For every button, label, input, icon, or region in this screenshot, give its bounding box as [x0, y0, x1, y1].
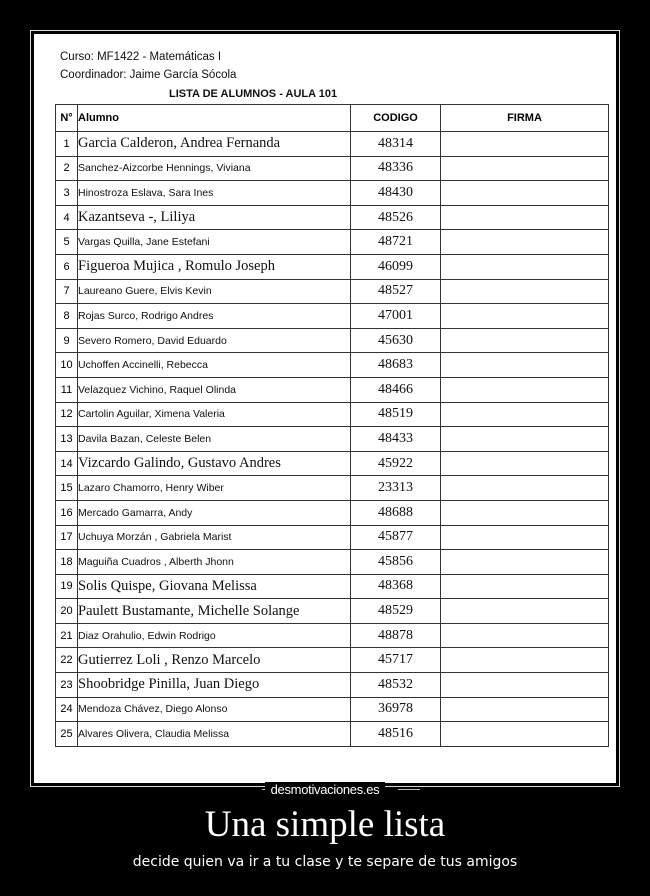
student-name: Solis Quispe, Giovana Melissa: [78, 574, 351, 599]
row-number: 6: [56, 254, 78, 279]
coordinator-line: Coordinador: Jaime García Sócola: [60, 69, 237, 81]
row-number: 2: [56, 156, 78, 181]
student-code: 48532: [351, 673, 441, 698]
student-name: Uchuya Morzán , Gabriela Marist: [78, 525, 351, 550]
student-code: 48314: [351, 132, 441, 157]
signature-cell: [441, 377, 609, 402]
signature-cell: [441, 427, 609, 452]
signature-cell: [441, 205, 609, 230]
table-row: [56, 599, 609, 624]
signature-cell: [441, 599, 609, 624]
student-name: Shoobridge Pinilla, Juan Diego: [78, 673, 351, 698]
student-code: 48519: [351, 402, 441, 427]
signature-cell: [441, 673, 609, 698]
poster-title: Una simple lista: [204, 804, 446, 845]
student-code: 45877: [351, 525, 441, 550]
course-line: Curso: MF1422 - Matemáticas I: [60, 51, 222, 63]
student-name: Severo Romero, David Eduardo: [78, 328, 351, 353]
signature-cell: [441, 623, 609, 648]
row-number: 22: [56, 648, 78, 673]
student-code: 45922: [351, 451, 441, 476]
signature-cell: [441, 648, 609, 673]
student-name: Mendoza Chávez, Diego Alonso: [78, 697, 351, 722]
signature-cell: [441, 230, 609, 255]
row-number: 8: [56, 304, 78, 329]
row-number: 5: [56, 230, 78, 255]
student-name: Kazantseva -, Liliya: [78, 205, 351, 230]
signature-cell: [441, 254, 609, 279]
poster-caption: decide quien va ir a tu clase y te separe de tus amigos: [132, 854, 518, 870]
student-code: 45630: [351, 328, 441, 353]
student-name: Gutierrez Loli , Renzo Marcelo: [78, 648, 351, 673]
signature-cell: [441, 525, 609, 550]
table-row: [56, 156, 609, 181]
row-number: 11: [56, 377, 78, 402]
student-name: Vargas Quilla, Jane Estefani: [78, 230, 351, 255]
signature-cell: [441, 451, 609, 476]
student-code: 23313: [351, 476, 441, 501]
table-row: [56, 623, 609, 648]
row-number: 3: [56, 181, 78, 206]
student-code: 48529: [351, 599, 441, 624]
signature-cell: [441, 304, 609, 329]
signature-cell: [441, 574, 609, 599]
row-number: 13: [56, 427, 78, 452]
student-name: Davila Bazan, Celeste Belen: [78, 427, 351, 452]
table-row: [56, 525, 609, 550]
student-code: 48433: [351, 427, 441, 452]
table-row: [56, 402, 609, 427]
table-row: [56, 181, 609, 206]
table-row: [56, 574, 609, 599]
student-code: 36978: [351, 697, 441, 722]
student-code: 48516: [351, 722, 441, 747]
student-name: Rojas Surco, Rodrigo Andres: [78, 304, 351, 329]
student-name: Cartolin Aguilar, Ximena Valeria: [78, 402, 351, 427]
table-row: [56, 353, 609, 378]
student-name: Laureano Guere, Elvis Kevin: [78, 279, 351, 304]
table-row: [56, 673, 609, 698]
student-name: Sanchez-Aizcorbe Hennings, Viviana: [78, 156, 351, 181]
table-row: [56, 230, 609, 255]
signature-cell: [441, 476, 609, 501]
student-name: Vizcardo Galindo, Gustavo Andres: [78, 451, 351, 476]
student-code: 48527: [351, 279, 441, 304]
student-name: Mercado Gamarra, Andy: [78, 500, 351, 525]
watermark: [0, 781, 650, 799]
signature-cell: [441, 402, 609, 427]
student-name: Figueroa Mujica , Romulo Joseph: [78, 254, 351, 279]
document-image: [34, 34, 616, 783]
student-code: 45856: [351, 550, 441, 575]
table-row: [56, 132, 609, 157]
table-row: [56, 648, 609, 673]
student-code: 45717: [351, 648, 441, 673]
student-name: Velazquez Vichino, Raquel Olinda: [78, 377, 351, 402]
column-header-code: CODIGO: [351, 105, 441, 132]
signature-cell: [441, 500, 609, 525]
student-roster-table: [55, 104, 609, 747]
signature-cell: [441, 181, 609, 206]
table-row: [56, 697, 609, 722]
table-row: [56, 377, 609, 402]
table-row: [56, 550, 609, 575]
row-number: 10: [56, 353, 78, 378]
row-number: 24: [56, 697, 78, 722]
student-name: Alvares Olivera, Claudia Melissa: [78, 722, 351, 747]
table-row: [56, 500, 609, 525]
student-code: 48430: [351, 181, 441, 206]
student-code: 48683: [351, 353, 441, 378]
student-name: Hinostroza Eslava, Sara Ines: [78, 181, 351, 206]
student-name: Maguiña Cuadros , Alberth Jhonn: [78, 550, 351, 575]
watermark-text: desmotivaciones.es: [265, 782, 386, 797]
student-code: 48688: [351, 500, 441, 525]
signature-cell: [441, 132, 609, 157]
student-name: Diaz Orahulio, Edwin Rodrigo: [78, 623, 351, 648]
row-number: 9: [56, 328, 78, 353]
table-row: [56, 279, 609, 304]
table-row: [56, 476, 609, 501]
student-name: Uchoffen Accinelli, Rebecca: [78, 353, 351, 378]
column-header-number: N°: [56, 105, 78, 132]
row-number: 17: [56, 525, 78, 550]
student-code: 48368: [351, 574, 441, 599]
row-number: 20: [56, 599, 78, 624]
student-name: Garcia Calderon, Andrea Fernanda: [78, 132, 351, 157]
table-row: [56, 304, 609, 329]
row-number: 25: [56, 722, 78, 747]
row-number: 1: [56, 132, 78, 157]
row-number: 18: [56, 550, 78, 575]
student-code: 48466: [351, 377, 441, 402]
student-code: 48336: [351, 156, 441, 181]
student-code: 48878: [351, 623, 441, 648]
table-row: [56, 328, 609, 353]
row-number: 19: [56, 574, 78, 599]
column-header-signature: FIRMA: [441, 105, 609, 132]
signature-cell: [441, 328, 609, 353]
row-number: 23: [56, 673, 78, 698]
row-number: 14: [56, 451, 78, 476]
table-header-row: [56, 105, 609, 132]
student-code: 46099: [351, 254, 441, 279]
table-row: [56, 722, 609, 747]
signature-cell: [441, 550, 609, 575]
table-row: [56, 427, 609, 452]
student-name: Lazaro Chamorro, Henry Wiber: [78, 476, 351, 501]
signature-cell: [441, 722, 609, 747]
student-code: 48526: [351, 205, 441, 230]
student-name: Paulett Bustamante, Michelle Solange: [78, 599, 351, 624]
signature-cell: [441, 156, 609, 181]
row-number: 16: [56, 500, 78, 525]
student-code: 47001: [351, 304, 441, 329]
table-row: [56, 205, 609, 230]
row-number: 7: [56, 279, 78, 304]
table-row: [56, 254, 609, 279]
row-number: 4: [56, 205, 78, 230]
signature-cell: [441, 353, 609, 378]
signature-cell: [441, 697, 609, 722]
row-number: 15: [56, 476, 78, 501]
signature-cell: [441, 279, 609, 304]
list-title: LISTA DE ALUMNOS - AULA 101: [169, 88, 338, 100]
row-number: 12: [56, 402, 78, 427]
column-header-student: Alumno: [78, 105, 351, 132]
row-number: 21: [56, 623, 78, 648]
table-row: [56, 451, 609, 476]
table-body: [56, 132, 609, 747]
student-code: 48721: [351, 230, 441, 255]
